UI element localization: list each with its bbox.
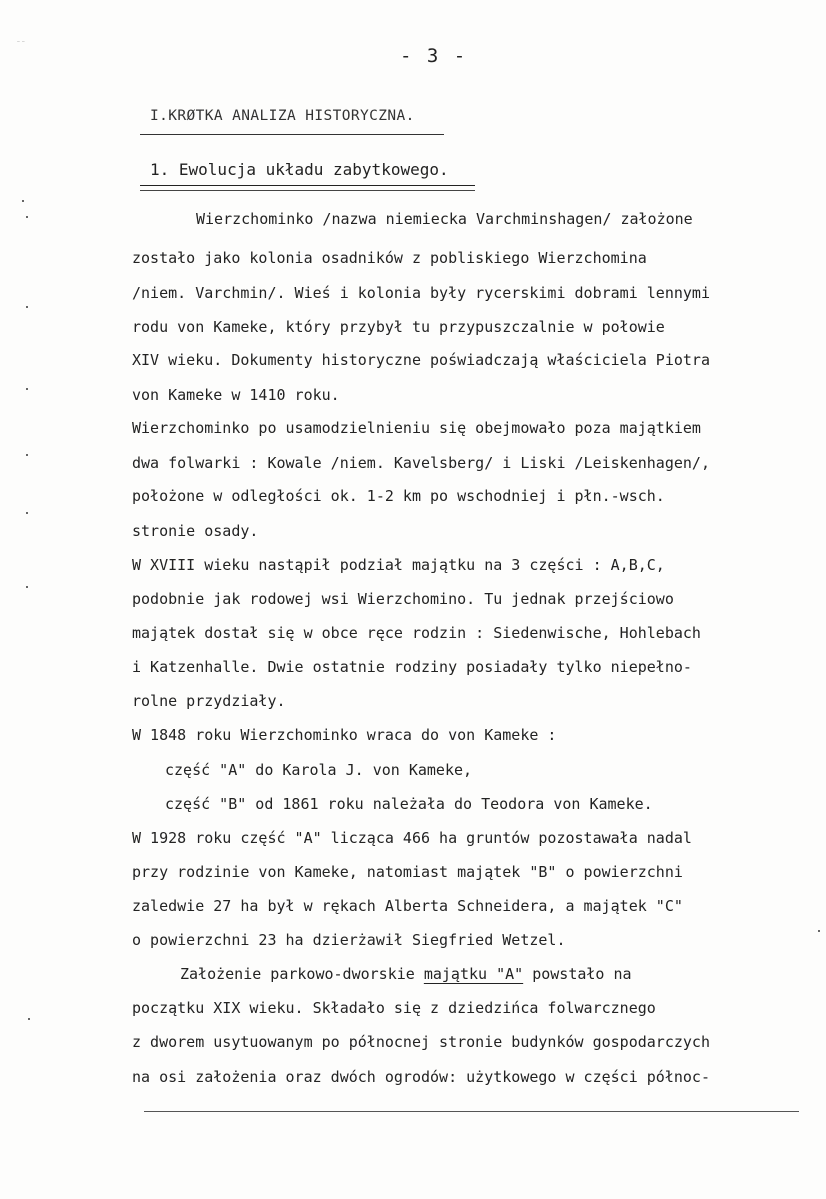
text-line: położone w odległości ok. 1-2 km po wschodniej i płn.-wsch.: [132, 487, 665, 505]
text-line: część "B" od 1861 roku należała do Teodora von Kameke.: [165, 795, 653, 813]
underlined-term: majątku "A": [423, 965, 524, 983]
text-line: XIV wieku. Dokumenty historyczne poświadczają właściciela Piotra: [132, 351, 710, 369]
text-run: powstało na: [523, 965, 632, 983]
text-line: Wierzchominko /nazwa niemiecka Varchminshagen/ założone: [196, 210, 693, 228]
margin-mark: [818, 930, 820, 932]
text-line: rodu von Kameke, który przybył tu przypuszczalnie w połowie: [132, 318, 665, 336]
text-line: von Kameke w 1410 roku.: [132, 386, 340, 404]
text-line: dwa folwarki : Kowale /niem. Kavelsberg/ i Liski /Leiskenhagen/,: [132, 454, 710, 472]
text-line: i Katzenhalle. Dwie ostatnie rodziny posiadały tylko niepełno-: [132, 658, 692, 676]
text-line: majątek dostał się w obce ręce rodzin : Siedenwische, Hohlebach: [132, 624, 701, 642]
page-number: - 3 -: [400, 45, 468, 67]
margin-mark: [28, 1018, 30, 1020]
text-line: podobnie jak rodowej wsi Wierzchomino. Tu jednak przejściowo: [132, 590, 674, 608]
text-line: stronie osady.: [132, 522, 259, 540]
text-line: W 1848 roku Wierzchominko wraca do von Kameke :: [132, 726, 557, 744]
text-line: o powierzchni 23 ha dzierżawił Siegfried Wetzel.: [132, 931, 566, 949]
footer-rule: [144, 1111, 799, 1112]
text-line: z dworem usytuowanym po północnej stronie budynków gospodarczych: [132, 1033, 710, 1051]
subheading-underline-secondary: [140, 190, 475, 191]
text-line: na osi założenia oraz dwóch ogrodów: użytkowego w części północ-: [132, 1068, 710, 1086]
text-line: zaledwie 27 ha był w rękach Alberta Schneidera, a majątek "C": [132, 897, 683, 915]
margin-mark: [26, 388, 28, 390]
margin-mark: [26, 586, 28, 588]
margin-mark: [26, 454, 28, 456]
text-line: część "A" do Karola J. von Kameke,: [165, 761, 473, 779]
subheading-underline: [140, 185, 475, 186]
scan-corner-mark: ⁻⁻: [16, 38, 26, 47]
text-line: W 1928 roku część "A" licząca 466 ha gruntów pozostawała nadal: [132, 829, 692, 847]
text-line: /niem. Varchmin/. Wieś i kolonia były rycerskimi dobrami lennymi: [132, 284, 710, 302]
text-line: Wierzchominko po usamodzielnieniu się obejmowało poza majątkiem: [132, 419, 701, 437]
margin-mark: [26, 306, 28, 308]
text-line: rolne przydziały.: [132, 692, 286, 710]
text-line: przy rodzinie von Kameke, natomiast majątek "B" o powierzchni: [132, 863, 683, 881]
text-line: początku XIX wieku. Składało się z dziedzińca folwarcznego: [132, 999, 656, 1017]
text-line: zostało jako kolonia osadników z pobliskiego Wierzchomina: [132, 249, 647, 267]
margin-mark: [22, 200, 24, 202]
margin-mark: [26, 512, 28, 514]
text-run: Założenie parkowo-dworskie: [180, 965, 424, 983]
section-heading: I.KRØTKA ANALIZA HISTORYCZNA.: [150, 108, 415, 124]
heading-underline: [140, 134, 444, 135]
text-line-with-underline: [180, 964, 826, 984]
margin-mark: [26, 216, 28, 218]
subsection-heading: 1. Ewolucja układu zabytkowego.: [150, 160, 449, 179]
text-line: W XVIII wieku nastąpił podział majątku na 3 części : A,B,C,: [132, 556, 665, 574]
